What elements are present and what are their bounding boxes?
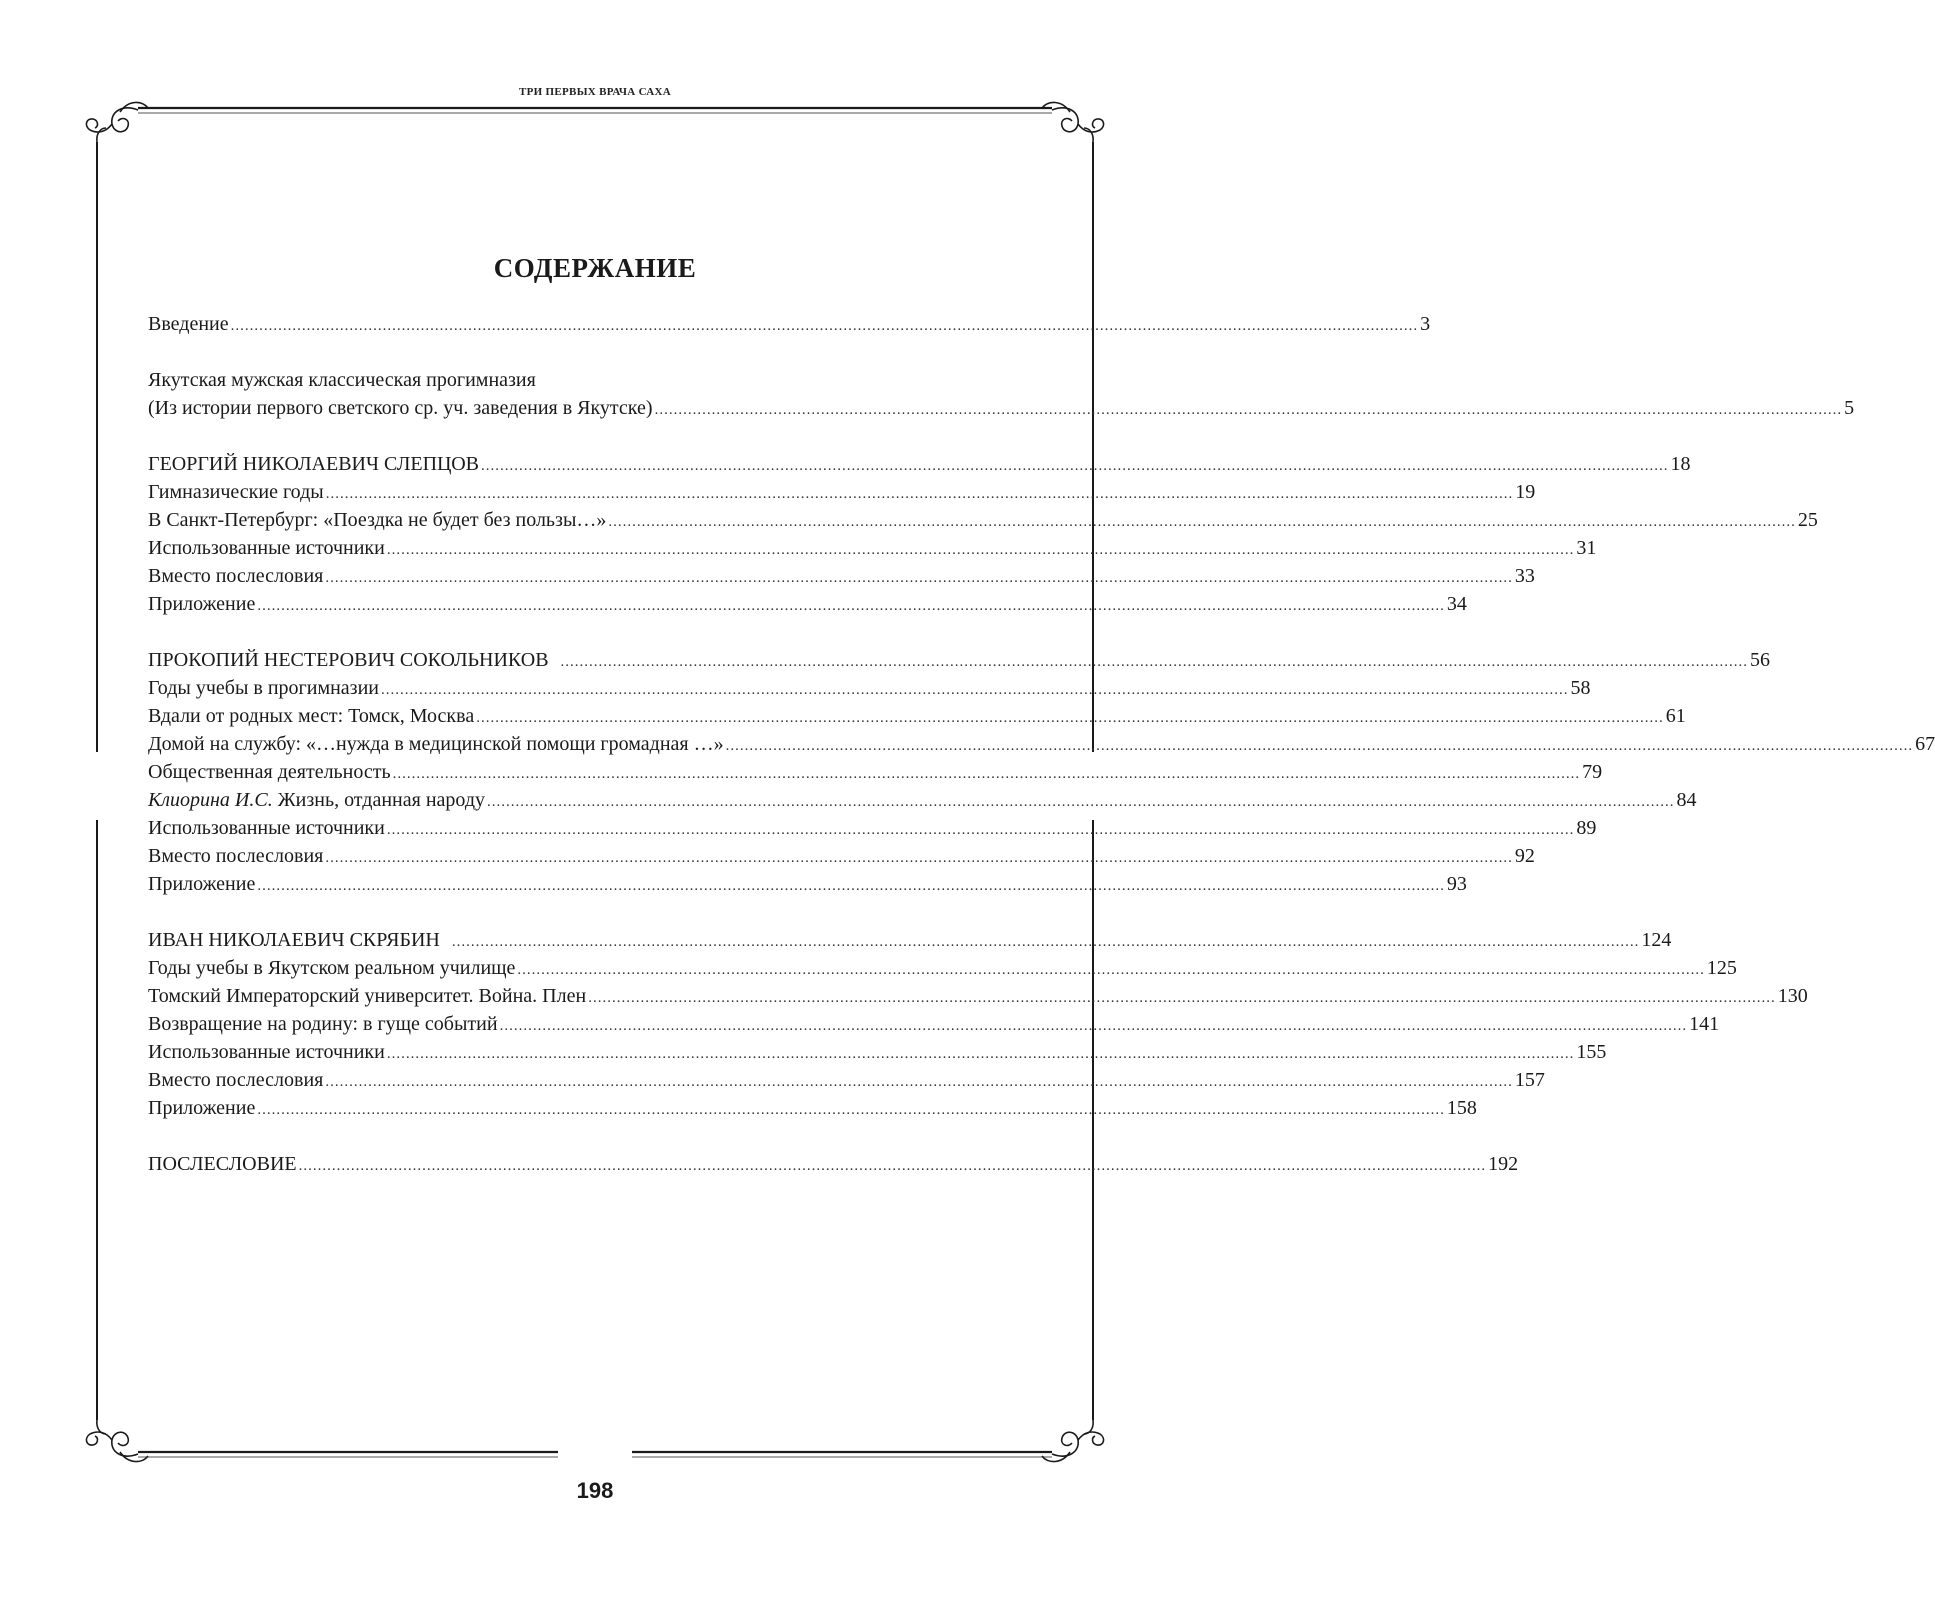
toc-entry-page: 5: [1844, 397, 1855, 419]
toc-entry[interactable]: [148, 534, 1597, 562]
toc-entry[interactable]: [148, 1010, 1720, 1038]
toc-entry-page: 192: [1488, 1153, 1519, 1175]
toc-entry-label: ПОСЛЕСЛОВИЕ: [148, 1153, 297, 1175]
toc-entry[interactable]: [148, 1150, 1519, 1178]
toc-entry[interactable]: [148, 758, 1603, 786]
toc-entry-page: 84: [1676, 789, 1697, 811]
toc-entry-page: 19: [1515, 481, 1536, 503]
toc-entry[interactable]: [148, 310, 1431, 338]
toc-entry-label: Приложение: [148, 593, 256, 615]
toc-entry[interactable]: [148, 786, 1697, 814]
toc-leader: ..........................................................................................................................................................................................................................................................: [298, 1158, 1487, 1174]
toc-entry-page: 56: [1750, 649, 1771, 671]
toc-leader: ..........................................................................................................................................................................................................................................................: [325, 850, 1513, 866]
toc-entry[interactable]: [148, 730, 1935, 758]
toc-entry-label: Приложение: [148, 873, 256, 895]
toc-entry[interactable]: [148, 982, 1808, 1010]
toc-entry-page: 141: [1689, 1013, 1720, 1035]
toc-leader: ..........................................................................................................................................................................................................................................................: [517, 962, 1705, 978]
toc-leader: ..........................................................................................................................................................................................................................................................: [386, 542, 1575, 558]
toc-leader: ..........................................................................................................................................................................................................................................................: [325, 486, 1514, 502]
toc-leader: ..........................................................................................................................................................................................................................................................: [381, 682, 1569, 698]
toc-entry-page: 3: [1420, 313, 1431, 335]
toc-entry-page: 93: [1446, 873, 1467, 895]
toc-entry-label: Вместо послесловия: [148, 845, 324, 867]
toc-leader: ..........................................................................................................................................................................................................................................................: [588, 990, 1776, 1006]
toc-entry-label: Использованные источники: [148, 817, 385, 839]
toc-entry-label: Вдали от родных мест: Томск, Москва: [148, 705, 475, 727]
running-head: ТРИ ПЕРВЫХ ВРАЧА САХА: [518, 86, 672, 98]
toc-entry-line: Якутская мужская классическая прогимназия: [148, 369, 536, 391]
toc-entry-page: 158: [1446, 1097, 1477, 1119]
toc-entry-page: 61: [1665, 705, 1686, 727]
toc-entry-label: ПРОКОПИЙ НЕСТЕРОВИЧ СОКОЛЬНИКОВ: [148, 649, 549, 671]
toc-entry-label: ГЕОРГИЙ НИКОЛАЕВИЧ СЛЕПЦОВ: [148, 453, 480, 475]
toc-entry-page: 79: [1582, 761, 1603, 783]
toc-entry-label: В Санкт-Петербург: «Поездка не будет без пользы…»: [148, 509, 607, 531]
toc-leader: ..........................................................................................................................................................................................................................................................: [560, 654, 1749, 670]
toc-leader: ..........................................................................................................................................................................................................................................................: [230, 318, 1419, 334]
toc-entry-page: 155: [1576, 1041, 1607, 1063]
toc-entry-label: Гимназические годы: [148, 481, 324, 503]
toc-entry[interactable]: [148, 814, 1597, 842]
toc-entry-label: Годы учебы в прогимназии: [148, 677, 379, 699]
toc-leader: ..........................................................................................................................................................................................................................................................: [654, 402, 1843, 418]
toc-entry[interactable]: [148, 506, 1818, 534]
toc-entry[interactable]: [148, 674, 1591, 702]
toc-entry-label: Томский Императорский университет. Война. Плен: [148, 985, 587, 1007]
toc-entry-label: Введение: [148, 313, 229, 335]
toc-entry[interactable]: [148, 394, 1855, 422]
toc-leader: ..........................................................................................................................................................................................................................................................: [257, 1102, 1445, 1118]
toc-entry-page: 31: [1576, 537, 1597, 559]
toc-entry-label: Вместо послесловия: [148, 565, 324, 587]
toc-entry-label: Возвращение на родину: в гуще событий: [148, 1013, 498, 1035]
toc-leader: ..........................................................................................................................................................................................................................................................: [476, 710, 1664, 726]
toc-entry-label: Годы учебы в Якутском реальном училище: [148, 957, 516, 979]
toc-entry-label: [148, 786, 485, 814]
toc-leader: ..........................................................................................................................................................................................................................................................: [392, 766, 1581, 782]
page-title: СОДЕРЖАНИЕ: [493, 253, 697, 283]
toc-entry-page: 89: [1576, 817, 1597, 839]
toc-leader: ..........................................................................................................................................................................................................................................................: [325, 1074, 1513, 1090]
toc-entry-label: Домой на службу: «…нужда в медицинской помощи громадная …»: [148, 733, 724, 755]
toc-entry-page: 34: [1446, 593, 1467, 615]
toc-entry[interactable]: [148, 478, 1536, 506]
toc-entry-label: Использованные источники: [148, 1041, 385, 1063]
toc-entry-page: 92: [1514, 845, 1535, 867]
toc-entry-page: 33: [1514, 565, 1535, 587]
toc-entry[interactable]: [148, 870, 1467, 898]
toc-entry-author: Клиорина И.С.: [148, 789, 273, 811]
toc-leader: ..........................................................................................................................................................................................................................................................: [257, 878, 1445, 894]
toc-leader: ..........................................................................................................................................................................................................................................................: [257, 598, 1445, 614]
toc-entry[interactable]: [148, 450, 1691, 478]
toc-leader: ..........................................................................................................................................................................................................................................................: [487, 794, 1675, 810]
toc-entry-page: 58: [1570, 677, 1591, 699]
corner-ornament-bottom-right-icon: [1042, 1420, 1104, 1462]
toc-entry[interactable]: [148, 842, 1535, 870]
toc-entry-page: 124: [1641, 929, 1672, 951]
toc-entry[interactable]: [148, 1038, 1607, 1066]
toc-entry-page: 25: [1797, 509, 1818, 531]
toc-entry-page: 125: [1706, 957, 1737, 979]
toc-leader: ..........................................................................................................................................................................................................................................................: [608, 514, 1796, 530]
toc-leader: ..........................................................................................................................................................................................................................................................: [499, 1018, 1688, 1034]
toc-leader: ..........................................................................................................................................................................................................................................................: [386, 1046, 1575, 1062]
toc-entry[interactable]: [148, 702, 1686, 730]
corner-ornament-bottom-left-icon: [86, 1420, 148, 1462]
toc-entry-label: Использованные источники: [148, 537, 385, 559]
toc-entry[interactable]: [148, 1094, 1477, 1122]
toc-entry-label: Приложение: [148, 1097, 256, 1119]
toc-leader: ..........................................................................................................................................................................................................................................................: [725, 738, 1914, 754]
toc-leader: ..........................................................................................................................................................................................................................................................: [325, 570, 1513, 586]
toc-entry[interactable]: [148, 954, 1737, 982]
toc-leader: ..........................................................................................................................................................................................................................................................: [386, 822, 1575, 838]
toc-entry-label: (Из истории первого светского ср. уч. заведения в Якутске): [148, 397, 653, 419]
toc-leader: ..........................................................................................................................................................................................................................................................: [451, 934, 1640, 950]
toc-entry[interactable]: [148, 646, 1771, 674]
toc-entry-page: 130: [1777, 985, 1808, 1007]
toc-entry[interactable]: [148, 562, 1535, 590]
toc-entry-page: 67: [1915, 733, 1935, 755]
toc-leader: ..........................................................................................................................................................................................................................................................: [481, 458, 1669, 474]
toc-entry[interactable]: [148, 590, 1467, 618]
toc-entry[interactable]: [148, 926, 1672, 954]
toc-entry-label: Вместо послесловия: [148, 1069, 324, 1091]
toc-entry[interactable]: [148, 1066, 1545, 1094]
toc-entry-label: ИВАН НИКОЛАЕВИЧ СКРЯБИН: [148, 929, 440, 951]
page-number: 198: [576, 1478, 614, 1503]
toc-entry-page: 18: [1670, 453, 1691, 475]
toc-entry-label: Общественная деятельность: [148, 761, 391, 783]
toc-entry-title: Жизнь, отданная народу: [277, 789, 485, 811]
toc-entry-page: 157: [1514, 1069, 1545, 1091]
